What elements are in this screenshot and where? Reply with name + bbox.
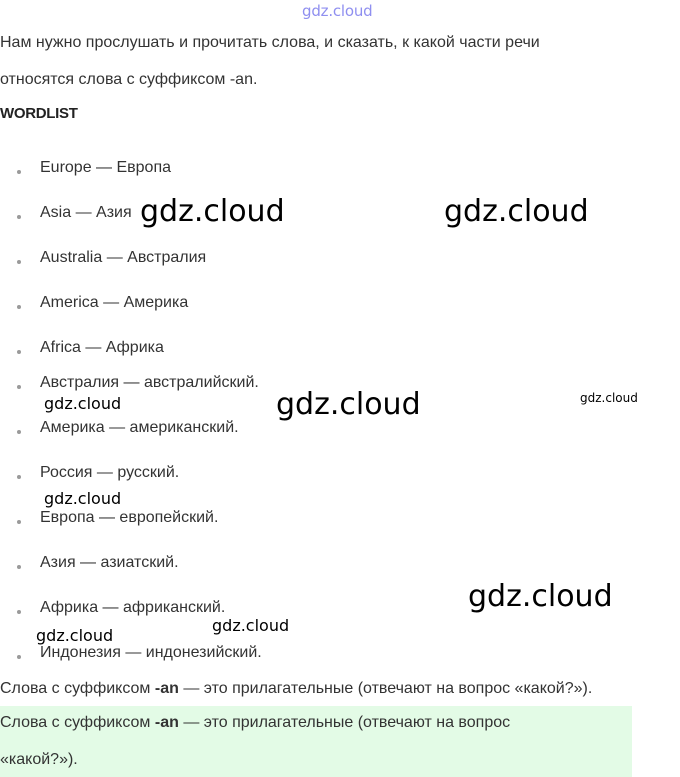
watermark: gdz.cloud xyxy=(140,194,285,229)
list-item-text: Америка — американский. xyxy=(40,419,239,436)
list-item-text: Europe — Европа xyxy=(40,159,172,176)
watermark: gdz.cloud xyxy=(444,194,589,229)
bullet-icon xyxy=(17,260,21,264)
list-item-text: Австралия — австралийский. xyxy=(40,374,259,391)
summary-suffix: -an xyxy=(154,680,179,697)
bullet-icon xyxy=(17,430,21,434)
wordlist-heading: WORDLIST xyxy=(0,105,78,122)
watermark: gdz.cloud xyxy=(212,616,290,635)
highlight-prefix: Слова с суффиксом xyxy=(0,714,155,731)
highlight-line-2: «какой?»). xyxy=(0,751,78,768)
bullet-icon xyxy=(17,565,21,569)
bullet-icon xyxy=(17,610,21,614)
bullet-icon xyxy=(17,305,21,309)
summary-rest: — это прилагательные (отвечают на вопрос «какой?»). xyxy=(178,680,593,697)
intro-line-2: относятся слова с суффиксом -an. xyxy=(0,71,258,88)
highlighted-answer xyxy=(0,706,632,777)
bullet-icon xyxy=(17,520,21,524)
watermark: gdz.cloud xyxy=(36,626,114,645)
summary-sentence xyxy=(0,680,592,698)
list-item-text: Азия — азиатский. xyxy=(40,554,179,571)
list-item-text: Africa — Африка xyxy=(40,339,164,356)
watermark: gdz.cloud xyxy=(276,387,421,422)
highlight-line-1 xyxy=(0,714,510,732)
watermark: gdz.cloud xyxy=(44,489,122,508)
bullet-icon xyxy=(17,475,21,479)
bullet-icon xyxy=(17,350,21,354)
list-item-text: Australia — Австралия xyxy=(40,249,207,266)
list-item-text: America — Америка xyxy=(40,294,189,311)
watermark: gdz.cloud xyxy=(44,394,122,413)
list-item-text: Россия — русский. xyxy=(40,464,180,481)
list-item-text: Индонезия — индонезийский. xyxy=(40,644,262,661)
list-item-text: Европа — европейский. xyxy=(40,509,219,526)
bullet-icon xyxy=(17,655,21,659)
intro-line-1: Нам нужно прослушать и прочитать слова, и сказать, к какой части речи xyxy=(0,34,540,51)
list-item-text: Африка — африканский. xyxy=(40,599,226,616)
bullet-icon xyxy=(17,215,21,219)
summary-prefix: Слова с суффиксом xyxy=(0,680,155,697)
highlight-rest: — это прилагательные (отвечают на вопрос xyxy=(178,714,511,731)
highlight-suffix: -an xyxy=(154,714,179,731)
bullet-icon xyxy=(17,385,21,389)
watermark: gdz.cloud xyxy=(468,579,613,614)
watermark: gdz.cloud xyxy=(580,391,638,405)
list-item-text: Asia — Азия xyxy=(40,204,132,221)
watermark-top: gdz.cloud xyxy=(302,2,373,20)
bullet-icon xyxy=(17,170,21,174)
